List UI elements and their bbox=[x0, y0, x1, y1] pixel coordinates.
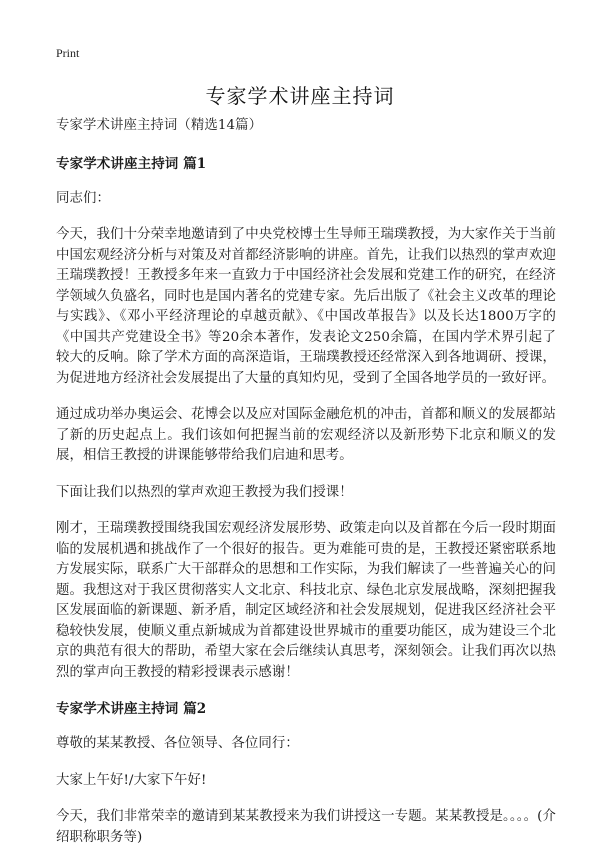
section-heading: 专家学术讲座主持词 篇1 bbox=[56, 155, 207, 172]
paragraph: 今天，我们十分荣幸地邀请到了中央党校博士生导师王瑞璞教授，为大家作关于当前中国宏观经济分析与对策及对首都经济影响的讲座。首先，让我们以热烈的掌声欢迎王瑞璞教授！王教授多年来一直致力于中国经济社会发展和党建工作的研究，在经济学领域久负盛名，同时也是国内著名的党建专家。先后出版了《社会主义改革的理论与实践》、《邓小平经济理论的卓越贡献》、《中国改革报告》以及长达1800万字的《中国共产党建设全书》等20余本著作，发表论文250余篇，在国内学术界引起了较大的反响。除了学术方面的高深造诣，王瑞璞教授还经常深入到各地调研、授课，为促进地方经济社会发展提出了大量的真知灼见，受到了全国各地学员的一致好评。 bbox=[56, 227, 556, 386]
print-link[interactable]: Print bbox=[56, 46, 80, 60]
document-body bbox=[56, 116, 556, 864]
paragraph: 尊敬的某某教授、各位领导、各位同行： bbox=[56, 736, 299, 751]
paragraph: 大家上午好!/大家下午好! bbox=[56, 772, 207, 788]
paragraph: 通过成功举办奥运会、花博会以及应对国际金融危机的冲击，首都和顺义的发展都站了新的历史起点上。我们该如何把握当前的宏观经济以及新形势下北京和顺义的发展，相信王教授的讲课能够带给我们启迪和思考。 bbox=[56, 407, 556, 463]
section-1 bbox=[56, 154, 556, 684]
document-subtitle: 专家学术讲座主持词（精选14篇） bbox=[56, 118, 263, 133]
paragraph: 下面让我们以热烈的掌声欢迎王教授为我们授课！ bbox=[56, 484, 353, 500]
section-heading: 专家学术讲座主持词 篇2 bbox=[56, 701, 207, 717]
paragraph: 今天，我们非常荣幸的邀请到某某教授来为我们讲授这一专题。某某教授是。。。。(介绍职称职务等) bbox=[56, 809, 556, 845]
paragraph: 刚才，王瑞璞教授围绕我国宏观经济发展形势、政策走向以及首都在今后一段时期面临的发展机遇和挑战作了一个很好的报告。更为难能可贵的是，王教授还紧密联系地方发展实际，联系广大干部群众的思想和工作实际，为我们解读了一些普遍关心的问题。我想这对于我区贯彻落实人文北京、科技北京、绿色北京发展战略，深刻把握我区发展面临的新课题、新矛盾，制定区域经济和社会发展规划，促进我区经济社会平稳较快发展，使顺义重点新城成为首都建设世界城市的重要功能区，成为建设三个北京的典范有很大的帮助，希望大家在会后继续认真思考，深刻领会。让我们再次以热烈的掌声向王教授的精彩授课表示感谢！ bbox=[56, 521, 556, 680]
page-title: 专家学术讲座主持词 bbox=[205, 84, 395, 108]
section-2 bbox=[56, 699, 556, 848]
paragraph: 同志们： bbox=[56, 190, 110, 206]
